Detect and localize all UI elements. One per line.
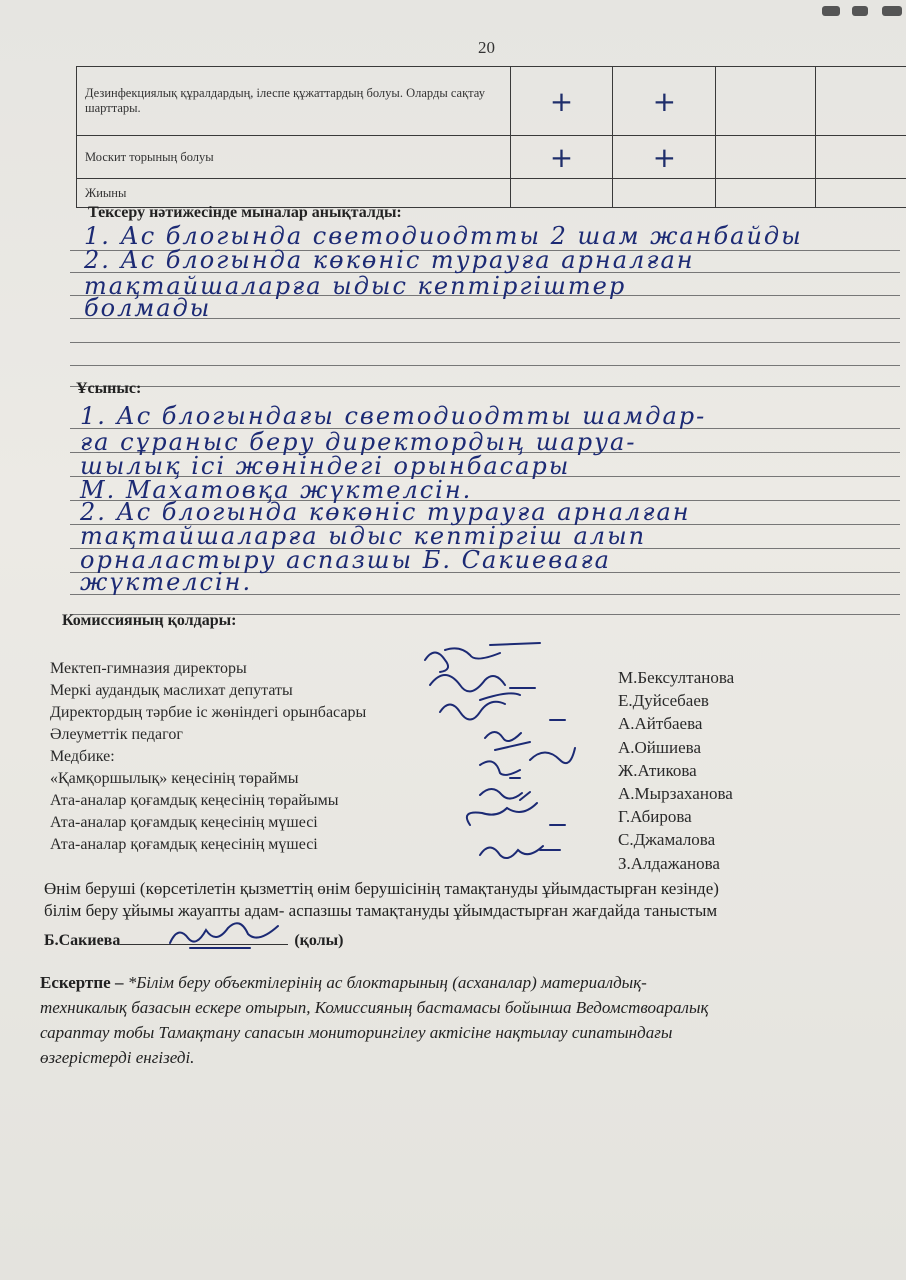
mark-cell bbox=[816, 179, 906, 208]
note-line: техникалық базасын ескере отырып, Комиссияның бастамасы бойынша Ведомствоаралық bbox=[40, 998, 709, 1017]
member-name: Е.Дуйсебаев bbox=[618, 691, 709, 711]
inspection-table bbox=[76, 66, 906, 208]
member-name: А.Ойшиева bbox=[618, 737, 701, 757]
note-line: өзгерістерді енгізеді. bbox=[40, 1048, 195, 1067]
mark-cell bbox=[716, 67, 816, 136]
note-line: сараптау тобы Тамақтану сапасын мониторингілеу актісіне нақтылау сипатындағы bbox=[40, 1023, 673, 1042]
producer-line: білім беру ұйымы жауапты адам- аспазшы тамақтануды ұйымдастырған жағдайда таныстым bbox=[44, 901, 718, 920]
role-label: Директордың тәрбие іс жөніндегі орынбасары bbox=[50, 704, 367, 721]
mark-cell bbox=[613, 179, 716, 208]
handwritten-recommendation: шылық ісі жөніндегі орынбасары bbox=[80, 452, 571, 480]
mark-cell: + bbox=[510, 136, 613, 179]
table-row bbox=[77, 136, 906, 179]
handwritten-recommendation: ға сұраныс беру директордың шаруа- bbox=[80, 428, 637, 456]
mark-cell: + bbox=[510, 67, 613, 136]
handwritten-recommendation: 1. Ас блогындағы светодиодтты шамдар- bbox=[80, 402, 707, 430]
role-label: Меркі аудандық маслихат депутаты bbox=[50, 682, 293, 699]
top-mark bbox=[882, 6, 902, 16]
signatures-image bbox=[420, 640, 620, 880]
table-row bbox=[77, 67, 906, 136]
member-name: А.Мырзаханова bbox=[618, 784, 733, 804]
criterion-cell: Москит торының болуы bbox=[77, 136, 511, 179]
member-name: Г.Абирова bbox=[618, 807, 692, 827]
handwritten-recommendation: жүктелсін. bbox=[80, 568, 253, 596]
mark-cell bbox=[716, 179, 816, 208]
handwritten-finding: тақтайшаларға ыдыс кептіргіштер bbox=[84, 272, 627, 300]
handwritten-finding: 1. Ас блогында светодиодтты 2 шам жанбайды bbox=[84, 222, 803, 250]
handwritten-recommendation: М. Махатовқа жүктелсін. bbox=[80, 476, 473, 504]
mark-cell bbox=[816, 67, 906, 136]
member-name: З.Алдажанова bbox=[618, 853, 720, 873]
ruled-line bbox=[70, 386, 900, 387]
mark-cell bbox=[510, 179, 613, 208]
producer-name: Б.Сакиева bbox=[44, 932, 121, 949]
commission-names bbox=[618, 666, 734, 875]
note-line: *Білім беру объектілерінің ас блоктарының (асханалар) материалдық- bbox=[127, 973, 647, 992]
handwritten-recommendation: орналастыру аспазшы Б. Сакиеваға bbox=[80, 546, 611, 574]
note-dash: – bbox=[110, 973, 128, 992]
ruled-line bbox=[70, 342, 900, 343]
findings-heading: Тексеру нәтижесінде мыналар анықталды: bbox=[88, 204, 402, 221]
producer-signature-image bbox=[160, 918, 300, 958]
member-name: М.Бексултанова bbox=[618, 668, 735, 687]
producer-line: Өнім беруші (көрсетілетін қызметтің өнім берушісінің тамақтануды ұйымдастырған кезінде) bbox=[44, 879, 719, 898]
member-name: Ж.Атикова bbox=[618, 760, 697, 780]
role-label: Медбике: bbox=[50, 748, 115, 765]
top-mark bbox=[822, 6, 840, 16]
ruled-line bbox=[70, 365, 900, 366]
note-label: Ескертпе bbox=[40, 973, 111, 992]
criterion-cell: Жиыны bbox=[77, 179, 511, 208]
member-name: С.Джамалова bbox=[618, 830, 716, 850]
role-label: Ата-аналар қоғамдық кеңесінің мүшесі bbox=[50, 814, 318, 831]
mark-cell: + bbox=[613, 67, 716, 136]
member-name: А.Айтбаева bbox=[618, 714, 703, 734]
mark-cell: + bbox=[613, 136, 716, 179]
signature-label: (қолы) bbox=[294, 932, 344, 949]
recommendation-heading: Ұсыныс: bbox=[76, 380, 142, 397]
role-label: Ата-аналар қоғамдық кеңесінің төрайымы bbox=[50, 792, 339, 809]
mark-cell bbox=[716, 136, 816, 179]
mark-cell bbox=[816, 136, 906, 179]
commission-roles bbox=[50, 658, 366, 856]
handwritten-finding: 2. Ас блогында көкөніс турауға арналған bbox=[84, 246, 695, 274]
role-label: Ата-аналар қоғамдық кеңесінің мүшесі bbox=[50, 836, 318, 853]
commission-heading: Комиссияның қолдары: bbox=[62, 612, 237, 629]
note-block bbox=[40, 970, 906, 1070]
handwritten-recommendation: 2. Ас блогында көкөніс турауға арналған bbox=[80, 498, 691, 526]
top-mark bbox=[852, 6, 868, 16]
criterion-cell: Дезинфекциялық құралдардың, ілеспе құжаттардың болуы. Оларды сақтау шарттары. bbox=[77, 67, 511, 136]
role-label: «Қамқоршылық» кеңесінің төраймы bbox=[50, 770, 299, 787]
role-label: Әлеуметтік педагог bbox=[50, 726, 183, 743]
handwritten-recommendation: тақтайшаларға ыдыс кептіргіш алып bbox=[80, 522, 647, 550]
handwritten-finding: болмады bbox=[84, 294, 212, 322]
producer-statement bbox=[44, 878, 719, 922]
role-label: Мектеп-гимназия директоры bbox=[50, 660, 247, 677]
page-number: 20 bbox=[478, 38, 495, 57]
